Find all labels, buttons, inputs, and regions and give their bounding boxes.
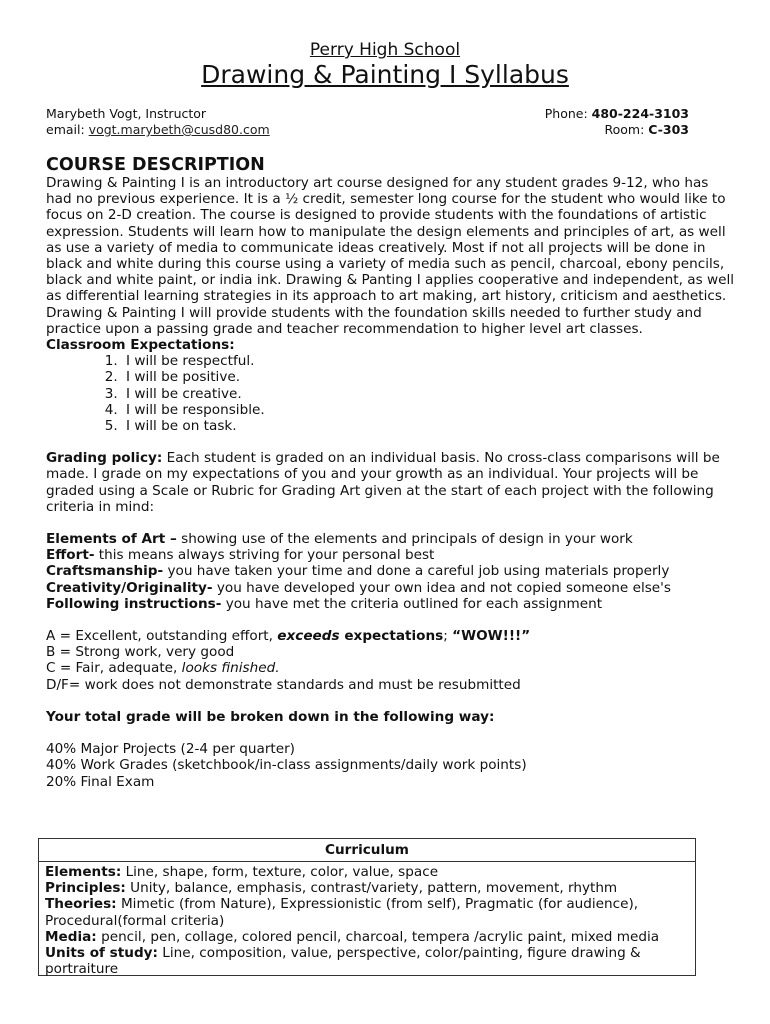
criteria-list: [46, 531, 736, 612]
curriculum-row: [45, 880, 689, 896]
grade-a: [46, 628, 736, 644]
grade-c: [46, 660, 736, 676]
list-item: 1. I will be respectful.: [122, 353, 736, 369]
grade-a-exceeds: exceeds: [277, 628, 340, 645]
criteria-item: [46, 563, 736, 579]
curriculum-label: Theories:: [45, 896, 117, 913]
curriculum-text: Mimetic (from Nature), Expressionistic (from self), Pragmatic (for audience), Procedural(formal criteria): [45, 896, 639, 929]
room-line: [497, 122, 689, 138]
criteria-label: Creativity/Originality-: [46, 579, 213, 596]
grading-policy-text: Each student is graded on an individual basis. No cross-class comparisons will be made. I grade on my expectations of you and your growth as an individual. Your projects will be graded using a Scale or Rubric for Grading Art given at the start of each project with the following criteria in mind:: [46, 450, 720, 515]
list-item: 3. I will be creative.: [122, 386, 736, 402]
curriculum-row: [45, 896, 689, 928]
grade-a-text: A = Excellent, outstanding effort,: [46, 628, 278, 645]
curriculum-body: [39, 862, 695, 979]
phone-line: [497, 106, 689, 122]
curriculum-label: Units of study:: [45, 945, 158, 962]
criteria-text: this means always striving for your personal best: [94, 547, 435, 564]
expectations-heading: Classroom Expectations:: [46, 337, 235, 354]
room-number: C-303: [648, 122, 689, 137]
grading-policy: [46, 450, 736, 515]
curriculum-row: [45, 864, 689, 880]
page-title: Drawing & Painting I Syllabus: [201, 60, 569, 89]
criteria-text: you have taken your time and done a careful job using materials properly: [163, 563, 670, 580]
grade-a-separator: ;: [443, 628, 453, 645]
list-item: 4. I will be responsible.: [122, 402, 736, 418]
criteria-label: Craftsmanship-: [46, 563, 164, 580]
breakdown-heading: Your total grade will be broken down in the following way:: [46, 708, 495, 725]
curriculum-label: Elements:: [45, 864, 122, 880]
grade-c-italic: looks finished.: [181, 660, 280, 677]
curriculum-text: pencil, pen, collage, colored pencil, charcoal, tempera /acrylic paint, mixed media: [96, 928, 660, 945]
breakdown-item: 40% Major Projects (2-4 per quarter): [46, 741, 295, 758]
criteria-text: showing use of the elements and principals of design in your work: [176, 531, 633, 548]
criteria-label: Effort-: [46, 547, 95, 564]
course-description-body: Drawing & Painting I is an introductory art course designed for any student grades 9-12, who has had no previous experience. It is a ½ credit, semester long course for the student who would like to focus on 2-D creation. The course is designed to provide students with the foundations of artistic expression. Students will learn how to manipulate the design elements and principles of art, as well as use a variety of media to communicate ideas creatively. Most if not all projects will be done in black and white during this course using a variety of media such as pencil, charcoal, ebony pencils, black and white paint, or india ink. Drawing & Panting I applies cooperative and independent, as well as differential learning strategies in its approach to art making, art history, criticism and aesthetics. Drawing & Painting I will provide students with the foundation skills needed to further study and practice upon a passing grade and teacher recommendation to higher level art classes.: [46, 175, 735, 337]
phone-label: Phone:: [544, 106, 592, 121]
expectations-list: [46, 353, 736, 434]
grade-b: B = Strong work, very good: [46, 644, 235, 661]
list-item: 2. I will be positive.: [122, 369, 736, 385]
criteria-text: you have developed your own idea and not copied someone else's: [212, 579, 671, 596]
phone-number: 480-224-3103: [591, 106, 689, 121]
grade-a-wow: “WOW!!!”: [452, 628, 531, 645]
curriculum-heading: Curriculum: [39, 839, 695, 862]
curriculum-text: Unity, balance, emphasis, contrast/variety, pattern, movement, rhythm: [125, 880, 618, 897]
breakdown-list: [46, 741, 736, 790]
instructor-block: [46, 106, 270, 138]
criteria-label: Following instructions-: [46, 595, 222, 612]
list-item: 5. I will be on task.: [122, 418, 736, 434]
curriculum-label: Principles:: [45, 880, 126, 897]
criteria-text: you have met the criteria outlined for each assignment: [221, 595, 603, 612]
room-label: Room:: [604, 122, 649, 137]
email-link[interactable]: vogt.marybeth@cusd80.com: [88, 122, 270, 137]
breakdown-item: 40% Work Grades (sketchbook/in-class assignments/daily work points): [46, 757, 527, 774]
curriculum-label: Media:: [45, 928, 97, 945]
school-name: Perry High School: [309, 40, 461, 60]
criteria-item: [46, 580, 736, 596]
main-content: [46, 155, 736, 790]
grade-a-expectations: expectations: [339, 628, 444, 645]
course-description-heading: COURSE DESCRIPTION: [46, 155, 265, 175]
contact-block: [497, 106, 689, 138]
curriculum-row: [45, 945, 689, 977]
curriculum-row: [45, 929, 689, 945]
curriculum-table: [38, 838, 696, 976]
criteria-item: [46, 531, 736, 547]
breakdown-item: 20% Final Exam: [46, 773, 155, 790]
instructor-name: Marybeth Vogt, Instructor: [46, 106, 207, 121]
grade-c-text: C = Fair, adequate,: [46, 660, 182, 677]
criteria-item: [46, 596, 736, 612]
grade-df: D/F= work does not demonstrate standards and must be resubmitted: [46, 676, 521, 693]
criteria-label: Elements of Art –: [46, 531, 177, 548]
criteria-item: [46, 547, 736, 563]
email-line: [46, 122, 270, 138]
curriculum-text: Line, composition, value, perspective, color/painting, figure drawing & portraiture: [45, 945, 641, 978]
grading-policy-label: Grading policy:: [46, 450, 163, 467]
curriculum-text: Line, shape, form, texture, color, value, space: [121, 864, 439, 880]
email-label: email:: [46, 122, 89, 137]
grade-scale: [46, 628, 736, 693]
